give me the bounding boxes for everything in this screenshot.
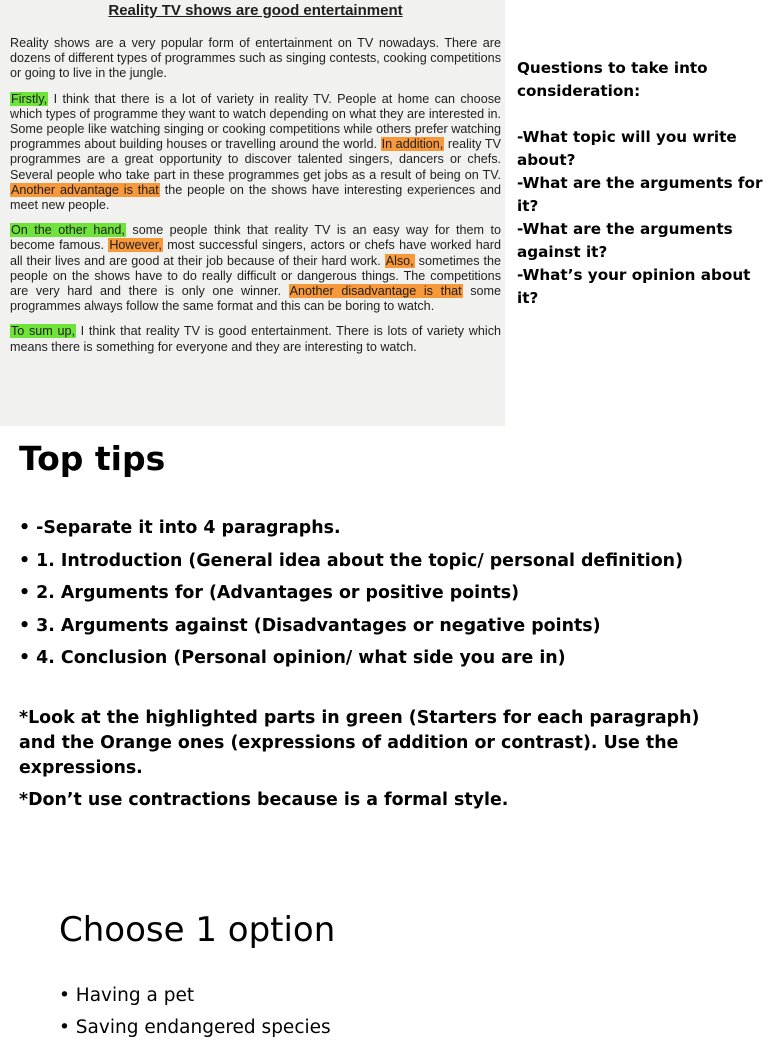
orange-highlight: Another advantage is that: [11, 182, 159, 197]
orange-highlight: However,: [109, 238, 162, 253]
essay-text: I think that reality TV is good entertainment. There is lots of variety which means there is something for everyone and they are interesting to watch.: [10, 324, 501, 354]
questions-list: [517, 126, 765, 310]
essay-paragraph-conclusion: [10, 324, 501, 354]
essay-title: Reality TV shows are good entertainment: [108, 2, 403, 19]
essay-text: some people think that reality TV is an easy way for them to become famous.: [10, 223, 501, 253]
essay-text: sometimes the people on the shows have to do really difficult or dangerous things. The competitions are very hard and there is only one winner.: [10, 253, 501, 299]
essay-paragraph-against: [10, 223, 501, 314]
choose-title: Choose 1 option: [59, 910, 336, 950]
question-item: -What are the arguments against it?: [517, 220, 733, 261]
tip-item: • -Separate it into 4 paragraphs.: [19, 512, 683, 545]
option-item: • Having a pet: [59, 980, 331, 1012]
green-highlight: Firstly,: [11, 91, 48, 106]
questions-box: [517, 57, 765, 310]
essay-text: I think that there is a lot of variety in reality TV. People at home can choose which types of programme they want to watch depending on what they are interested in. Some people like watching singing or cooking competitions while others prefer watching programmes about building houses or travelling around the world.: [10, 91, 501, 152]
options-list: [59, 980, 331, 1044]
essay-image: [0, 0, 505, 426]
tip-item: • 1. Introduction (General idea about the topic/ personal definition): [19, 545, 683, 578]
question-item: -What are the arguments for it?: [517, 174, 763, 215]
essay-paragraph-intro: Reality shows are a very popular form of entertainment on TV nowadays. There are dozens of different types of programmes such as singing contests, cooking competitions or going to live in the jungle.: [10, 36, 501, 81]
essay-text: some programmes always follow the same format and this can be boring to watch.: [10, 284, 501, 314]
question-item: -What topic will you write about?: [517, 128, 737, 169]
tips-notes: [19, 706, 719, 813]
tip-item: • 3. Arguments against (Disadvantages or negative points): [19, 610, 683, 643]
note-contractions: *Don’t use contractions because is a formal style.: [19, 790, 509, 810]
note-highlights: *Look at the highlighted parts in green (Starters for each paragraph) and the Orange ones (expressions of addition or contrast). Use the expressions.: [19, 708, 700, 778]
green-highlight: To sum up,: [11, 324, 75, 339]
essay-paragraph-for: [10, 92, 501, 214]
green-highlight: On the other hand,: [11, 223, 125, 238]
option-item: • Saving endangered species: [59, 1012, 331, 1044]
essay-text: reality TV programmes are a great opportunity to discover talented singers, dancers or chefs. Several people who take part in these programmes get jobs as a result of being on TV.: [10, 137, 501, 182]
orange-highlight: Also,: [385, 253, 414, 268]
essay-text: most successful singers, actors or chefs have worked hard all their lives and are good at their job because of their hard work.: [10, 238, 501, 268]
tips-list: [19, 512, 683, 675]
orange-highlight: In addition,: [381, 137, 444, 152]
orange-highlight: Another disadvantage is that: [289, 284, 462, 299]
essay-text: the people on the shows have interesting experiences and meet new people.: [10, 182, 501, 213]
tip-item: • 4. Conclusion (Personal opinion/ what side you are in): [19, 642, 683, 675]
question-item: -What’s your opinion about it?: [517, 266, 751, 307]
tip-item: • 2. Arguments for (Advantages or positive points): [19, 577, 683, 610]
questions-heading: Questions to take into consideration:: [517, 59, 708, 100]
tips-title: Top tips: [19, 439, 166, 478]
